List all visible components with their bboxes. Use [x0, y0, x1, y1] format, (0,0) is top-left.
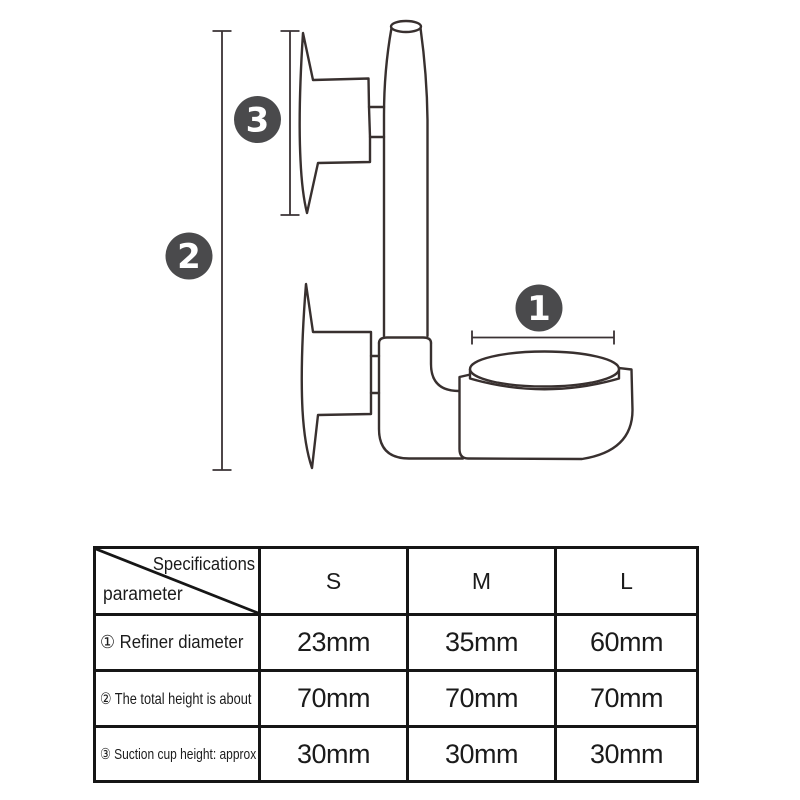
air-tube [384, 21, 428, 336]
value-total-height-s: 70mm [258, 669, 406, 725]
dimension-line-refiner-diameter [472, 331, 614, 345]
value-refiner-diameter-l: 60mm [554, 613, 696, 669]
elbow-sleeve-rim [379, 338, 431, 344]
row-label-suction-cup-height: ③ Suction cup height: approx [96, 725, 258, 780]
row-label-refiner-diameter: ① Refiner diameter [96, 613, 258, 669]
tube-opening [391, 21, 421, 32]
value-suction-cup-height-s: 30mm [258, 725, 406, 780]
corner-label-parameter: parameter [103, 584, 183, 605]
value-refiner-diameter-s: 23mm [258, 613, 406, 669]
callout-2-number: 2 [177, 237, 201, 277]
column-header-m: M [406, 549, 554, 613]
diffuser-cup [460, 352, 633, 460]
row-label-total-height: ② The total height is about [96, 669, 258, 725]
bottom-suction-cup [302, 284, 379, 468]
value-suction-cup-height-l: 30mm [554, 725, 696, 780]
callout-3 [234, 96, 281, 143]
table-corner-cell [96, 549, 258, 613]
callout-1-number: 1 [527, 289, 551, 329]
callout-2 [166, 233, 213, 280]
dimension-line-total-height [213, 31, 232, 470]
corner-label-specifications: Specifications [152, 554, 255, 574]
spec-table [93, 546, 699, 783]
column-header-s: S [258, 549, 406, 613]
column-header-l: L [554, 549, 696, 613]
value-total-height-m: 70mm [406, 669, 554, 725]
product-drawing [300, 21, 633, 468]
dimension-line-suction-cup-height [281, 31, 300, 215]
value-total-height-l: 70mm [554, 669, 696, 725]
top-suction-cup [300, 33, 384, 213]
callout-3-number: 3 [245, 100, 270, 141]
elbow-pipe [379, 338, 463, 459]
value-suction-cup-height-m: 30mm [406, 725, 554, 780]
value-refiner-diameter-m: 35mm [406, 613, 554, 669]
diffuser-disc-top [470, 352, 619, 387]
callout-1 [516, 285, 563, 332]
